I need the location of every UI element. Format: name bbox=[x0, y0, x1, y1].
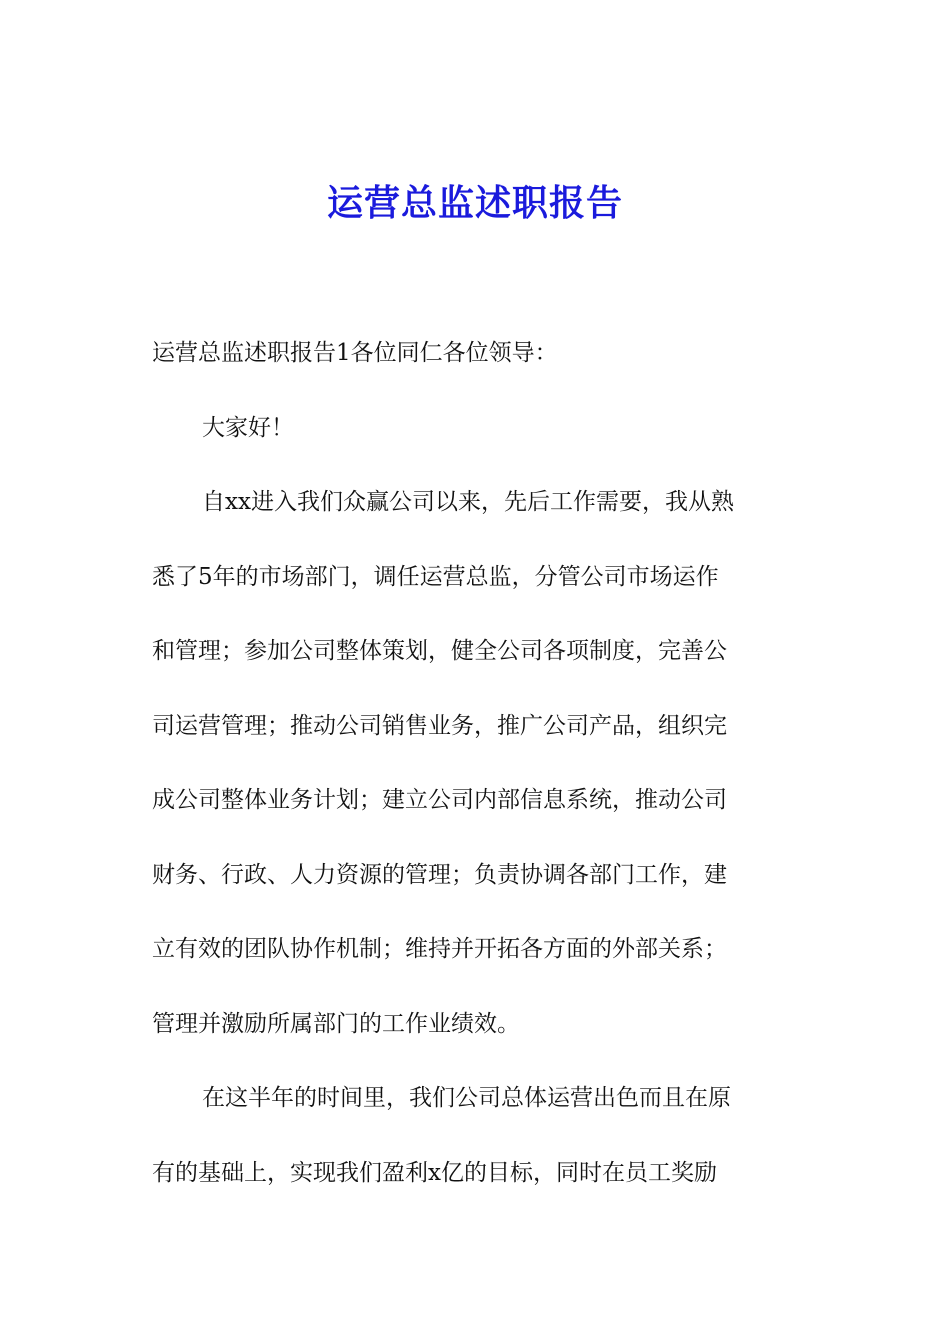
body-line: 大家好！ bbox=[202, 414, 294, 441]
document-body bbox=[152, 326, 802, 1220]
document-title: 运营总监述职报告 bbox=[326, 182, 623, 224]
body-line: 悉了5年的市场部门，调任运营总监，分管公司市场运作 bbox=[152, 563, 719, 590]
body-line: 在这半年的时间里，我们公司总体运营出色而且在原 bbox=[202, 1085, 731, 1111]
body-line: 立有效的团队协作机制；维持并开拓各方面的外部关系； bbox=[152, 936, 727, 962]
body-line: 财务、行政、人力资源的管理；负责协调各部门工作，建 bbox=[152, 861, 727, 888]
body-line: 司运营管理；推动公司销售业务，推广公司产品，组织完 bbox=[152, 712, 727, 739]
body-line: 和管理；参加公司整体策划，健全公司各项制度，完善公 bbox=[152, 638, 727, 664]
body-line: 自xx进入我们众赢公司以来，先后工作需要，我从熟 bbox=[202, 489, 734, 515]
body-line: 成公司整体业务计划；建立公司内部信息系统，推动公司 bbox=[152, 787, 727, 813]
body-line: 运营总监述职报告1各位同仁各位领导： bbox=[152, 340, 558, 366]
body-line: 管理并激励所属部门的工作业绩效。 bbox=[152, 1010, 520, 1037]
body-line: 有的基础上，实现我们盈利x亿的目标，同时在员工奖励 bbox=[152, 1159, 717, 1186]
